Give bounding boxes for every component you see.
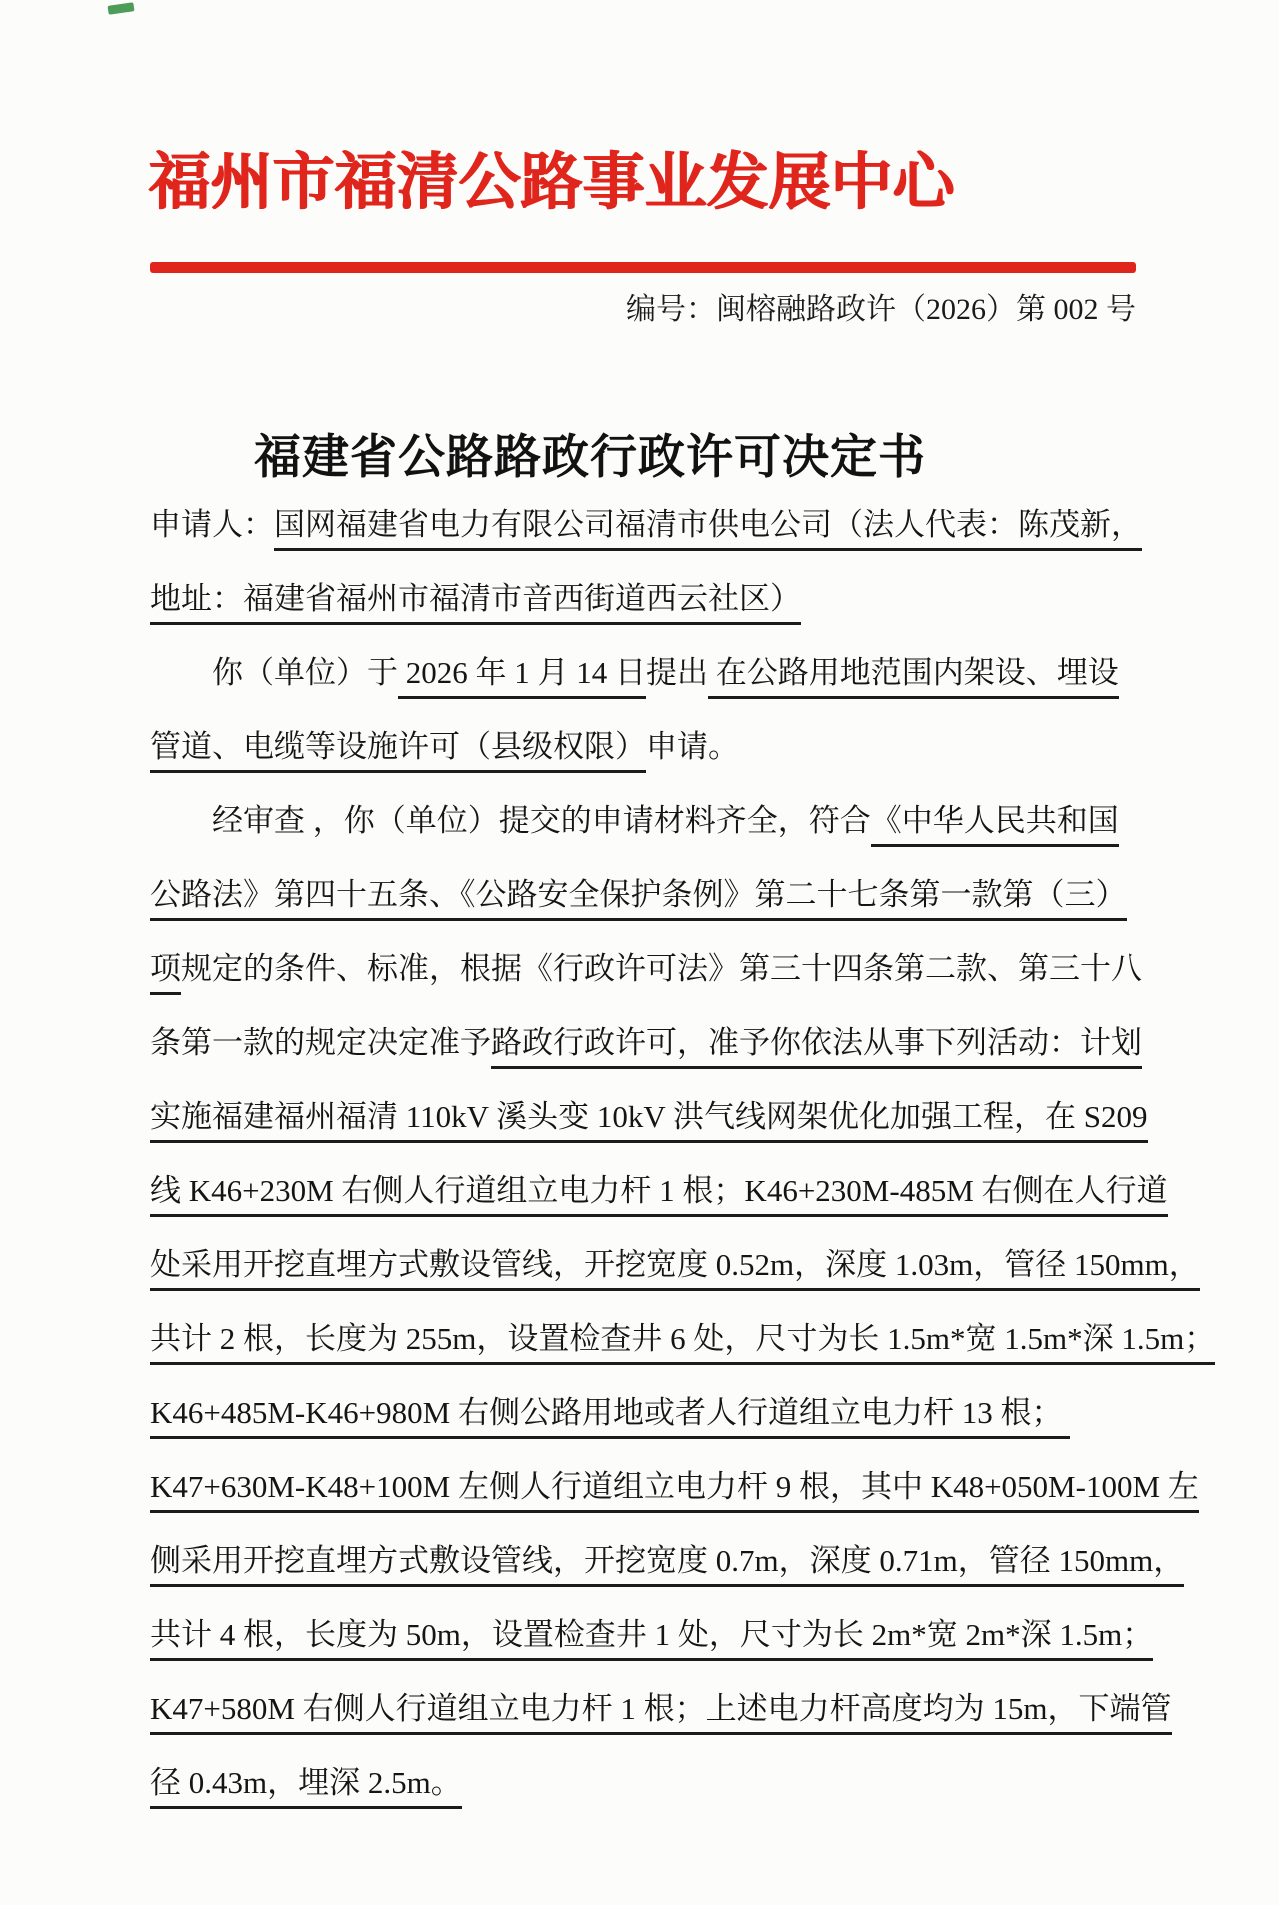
text-line (150, 1302, 1216, 1376)
text-line (150, 562, 1150, 636)
letterhead-title: 福州市福清公路事业发展中心 (148, 149, 955, 217)
underlined-text: 项 (150, 951, 181, 995)
underlined-text: 共计 4 根，长度为 50m，设置检查井 1 处，尺寸为长 2m*宽 2m*深 1.5m； (150, 1617, 1153, 1661)
underlined-text: 径 0.43m，埋深 2.5m。 (150, 1765, 462, 1809)
document-title: 福建省公路路政行政许可决定书 (254, 432, 926, 484)
letterhead-divider (150, 262, 1136, 273)
scan-artifact-mark (108, 2, 135, 15)
text-line (150, 1598, 1154, 1672)
text-line (150, 858, 1150, 932)
text-line (150, 1006, 1150, 1080)
document-number: 编号：闽榕融路政许（2026）第 002 号 (626, 293, 1136, 326)
text-line (150, 1746, 1150, 1820)
underlined-text: 管道、电缆等设施许可（县级权限） (150, 729, 646, 773)
text-line (150, 1672, 1172, 1746)
document-body (150, 488, 1216, 1820)
underlined-text: 处采用开挖直埋方式敷设管线，开挖宽度 0.52m，深度 1.03m，管径 150mm， (150, 1247, 1200, 1291)
plain-text: 提出 (646, 655, 708, 690)
underlined-text: K46+485M-K46+980M 右侧公路用地或者人行道组立电力杆 13 根； (150, 1395, 1070, 1439)
underlined-text: 实施福建福州福清 110kV 溪头变 10kV 洪气线网架优化加强工程，在 S209 (150, 1099, 1148, 1143)
text-line (150, 1154, 1168, 1228)
underlined-text: K47+630M-K48+100M 左侧人行道组立电力杆 9 根，其中 K48+050M-100M 左 (150, 1469, 1199, 1513)
text-line (150, 1524, 1185, 1598)
text-line (150, 932, 1150, 1006)
underlined-text: 共计 2 根，长度为 255m，设置检查井 6 处，尺寸为长 1.5m*宽 1.5m*深 1.5m； (150, 1321, 1215, 1365)
underlined-text: 公路法》第四十五条、《公路安全保护条例》第二十七条第一款第（三） (150, 877, 1127, 921)
plain-text: 申请人： (150, 507, 274, 542)
text-line (150, 636, 1150, 710)
underlined-text: 2026 年 1 月 14 日 (398, 655, 646, 699)
plain-text: 经审查 ，你（单位）提交的申请材料齐全，符合 (212, 803, 871, 838)
plain-text: 条第一款的规定决定准予 (150, 1025, 491, 1060)
underlined-text: 线 K46+230M 右侧人行道组立电力杆 1 根；K46+230M-485M 右侧在人行道 (150, 1173, 1168, 1217)
plain-text: 申请。 (646, 729, 739, 764)
underlined-text: 《中华人民共和国 (871, 803, 1119, 847)
underlined-text: 国网福建省电力有限公司福清市供电公司（法人代表：陈茂新， (274, 507, 1142, 551)
text-line (150, 488, 1150, 562)
underlined-text: 路政行政许可，准予你依法从事下列活动：计划 (491, 1025, 1142, 1069)
text-line (150, 1450, 1199, 1524)
underlined-text: K47+580M 右侧人行道组立电力杆 1 根；上述电力杆高度均为 15m，下端管 (150, 1691, 1172, 1735)
underlined-text: 侧采用开挖直埋方式敷设管线，开挖宽度 0.7m，深度 0.71m，管径 150mm， (150, 1543, 1184, 1587)
plain-text: 你（单位）于 (212, 655, 398, 690)
text-line (150, 710, 1150, 784)
text-line (150, 1080, 1150, 1154)
text-line (150, 1228, 1200, 1302)
text-line (150, 784, 1150, 858)
underlined-text: 在公路用地范围内架设、埋设 (708, 655, 1119, 699)
plain-text: 规定的条件、标准，根据《行政许可法》第三十四条第二款、第三十八 (181, 951, 1142, 986)
text-line (150, 1376, 1150, 1450)
underlined-text: 地址：福建省福州市福清市音西街道西云社区） (150, 581, 801, 625)
